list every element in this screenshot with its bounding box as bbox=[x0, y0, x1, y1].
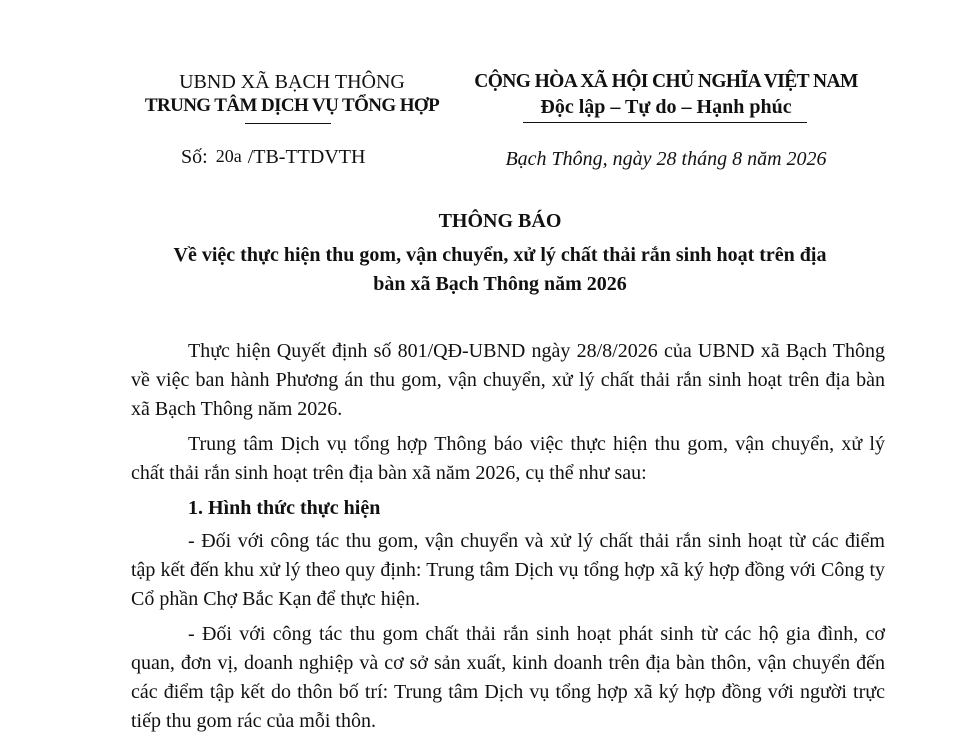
body-paragraph: - Đối với công tác thu gom, vận chuyển và xử lý chất thải rắn sinh hoạt từ các điểm tập kết đến khu xử lý theo quy định: Trung tâm Dịch vụ tổng hợp xã ký hợp đồng với Công ty Cổ phần Chợ Bắc Kạn để thực hiện. bbox=[131, 530, 885, 610]
national-motto: Độc lập – Tự do – Hạnh phúc bbox=[540, 96, 792, 118]
body-paragraph: Trung tâm Dịch vụ tổng hợp Thông báo việc thực hiện thu gom, vận chuyển, xử lý chất thải rắn sinh hoạt trên địa bàn xã năm 2026, cụ thể như sau: bbox=[131, 433, 885, 484]
document-body bbox=[131, 337, 885, 736]
document-subtitle bbox=[120, 241, 880, 299]
header-right-underline bbox=[523, 122, 807, 123]
document-number-value: 20a bbox=[215, 146, 242, 166]
place-and-date: Bạch Thông, ngày 28 tháng 8 năm 2026 bbox=[505, 148, 827, 170]
header-left-underline bbox=[245, 123, 331, 124]
document-number bbox=[181, 145, 365, 169]
body-paragraph: - Đối với công tác thu gom chất thải rắn sinh hoạt phát sinh từ các hộ gia đình, cơ quan, đơn vị, doanh nghiệp và cơ sở sản xuất, kinh doanh trên địa bàn thôn, vận chuyển đến các điểm tập kết do thôn bố trí: Trung tâm Dịch vụ tổng hợp xã ký hợp đồng với người trực tiếp thu gom rác của mỗi thôn. bbox=[131, 623, 885, 732]
document-number-prefix: Số: bbox=[181, 146, 208, 168]
issuing-agency-name: TRUNG TÂM DỊCH VỤ TỔNG HỢP bbox=[144, 95, 440, 116]
issuing-agency-header bbox=[142, 70, 442, 118]
body-paragraph: Thực hiện Quyết định số 801/QĐ-UBND ngày 28/8/2026 của UBND xã Bạch Thông về việc ban hành Phương án thu gom, vận chuyển, xử lý chất thải rắn sinh hoạt trên địa bàn xã Bạch Thông năm 2026. bbox=[131, 340, 885, 420]
issuing-agency-parent: UBND XÃ BẠCH THÔNG bbox=[179, 71, 405, 93]
national-name: CỘNG HÒA XÃ HỘI CHỦ NGHĨA VIỆT NAM bbox=[474, 71, 858, 92]
document-number-suffix: /TB-TTDVTH bbox=[247, 146, 366, 168]
document-subtitle-line: Về việc thực hiện thu gom, vận chuyển, xử lý chất thải rắn sinh hoạt trên địa bbox=[173, 244, 827, 266]
national-motto-header bbox=[470, 70, 862, 120]
section-heading: 1. Hình thức thực hiện bbox=[188, 497, 381, 519]
document-subtitle-line: bàn xã Bạch Thông năm 2026 bbox=[373, 273, 627, 295]
document-title: THÔNG BÁO bbox=[438, 210, 562, 232]
